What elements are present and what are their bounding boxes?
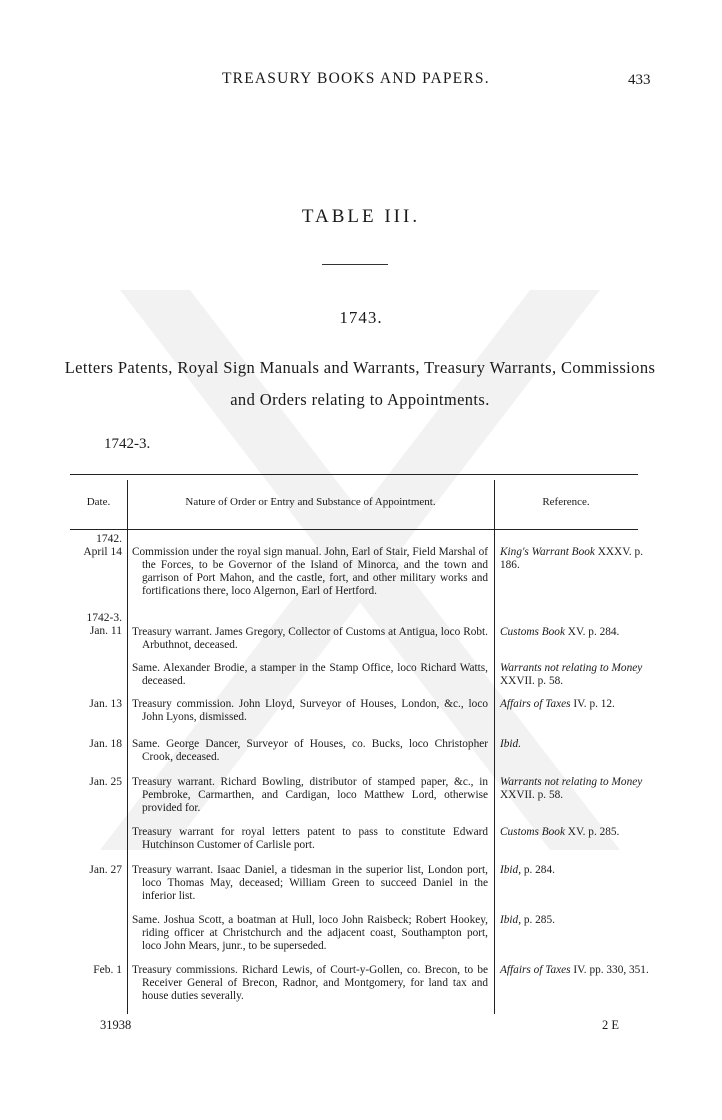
row-entry bbox=[132, 662, 488, 688]
ref-source: Affairs of Taxes bbox=[500, 964, 571, 976]
ref-source: Warrants not relating to Money bbox=[500, 662, 643, 674]
entry-text: Treasury commissions. Richard Lewis, of Court-y-Gollen, co. Brecon, to be Receiver General of Brecon, Radnor, and Montgomery, for land tax and house duties severally. bbox=[132, 964, 488, 1002]
header-rule bbox=[70, 529, 638, 530]
entry-text: Treasury warrant. Richard Bowling, distributor of stamped paper, &c., in Pembroke, Carmarthen, and Cardigan, loco Matthew Lord, otherwise provided for. bbox=[132, 776, 488, 814]
gathering-mark: 2 E bbox=[602, 1018, 620, 1032]
table-title: TABLE III. bbox=[301, 206, 421, 227]
row-date: Feb. 1 bbox=[93, 964, 122, 976]
ref-location: p. 285. bbox=[523, 914, 555, 926]
row-entry bbox=[132, 864, 488, 903]
entry-text: Treasury commission. John Lloyd, Surveyor of Houses, London, &c., loco John Lyons, dismissed. bbox=[132, 698, 488, 723]
row-reference bbox=[500, 914, 650, 927]
row-entry bbox=[132, 738, 488, 764]
table-top-rule bbox=[70, 474, 638, 475]
row-entry bbox=[132, 776, 488, 815]
page-number: 433 bbox=[628, 72, 651, 88]
appointments-table bbox=[70, 474, 649, 1014]
ref-location: IV. pp. 330, 351. bbox=[573, 964, 649, 976]
ref-source: Warrants not relating to Money bbox=[500, 776, 643, 788]
ref-source: Ibid, bbox=[500, 914, 522, 926]
row-entry bbox=[132, 626, 488, 652]
row-date: Jan. 13 bbox=[89, 698, 122, 710]
entry-text: Same. Joshua Scott, a boatman at Hull, loco John Raisbeck; Robert Hookey, riding officer at Christchurch and the adjacent coast, Southampton port, loco John Mears, junr., to be superseded. bbox=[132, 914, 488, 952]
row-reference bbox=[500, 776, 650, 802]
ref-location: XXXV. p. 186. bbox=[500, 546, 644, 571]
row-reference bbox=[500, 626, 650, 639]
row-entry bbox=[132, 546, 488, 598]
row-reference bbox=[500, 738, 650, 751]
column-rule-2 bbox=[494, 480, 495, 1014]
year-heading: 1743. bbox=[339, 308, 383, 327]
row-reference bbox=[500, 662, 650, 688]
row-entry bbox=[132, 964, 488, 1003]
ref-source: Customs Book bbox=[500, 826, 565, 838]
col-header-reference: Reference. bbox=[542, 496, 590, 508]
row-date: 1742. April 14 bbox=[83, 533, 122, 558]
ref-location: XV. p. 285. bbox=[567, 826, 620, 838]
ref-location: XV. p. 284. bbox=[567, 626, 620, 638]
row-date: Jan. 25 bbox=[89, 776, 122, 788]
col-header-nature: Nature of Order or Entry and Substance of Appointment. bbox=[185, 496, 436, 508]
section-heading: Letters Patents, Royal Sign Manuals and Warrants, Treasury Warrants, Commissions and Orders relating to Appointments. bbox=[64, 358, 656, 409]
signature-mark: 31938 bbox=[100, 1018, 132, 1032]
row-reference bbox=[500, 964, 650, 977]
col-header-date: Date. bbox=[86, 496, 111, 508]
row-date: 1742-3. Jan. 11 bbox=[86, 612, 122, 637]
ref-source: King's Warrant Book bbox=[500, 546, 595, 558]
entry-text: Treasury warrant for royal letters patent to pass to constitute Edward Hutchinson Customer of Carlisle port. bbox=[132, 826, 488, 851]
row-reference bbox=[500, 864, 650, 877]
ref-location: XXVII. p. 58. bbox=[500, 675, 564, 687]
sub-year: 1742-3. bbox=[104, 436, 151, 452]
column-rule-1 bbox=[127, 480, 128, 1014]
row-reference bbox=[500, 698, 650, 711]
entry-text: Treasury warrant. Isaac Daniel, a tidesman in the superior list, London port, loco Thomas May, deceased; William Green to succeed Daniel in the inferior list. bbox=[132, 864, 488, 902]
entry-text: Same. George Dancer, Surveyor of Houses, co. Bucks, loco Christopher Crook, deceased. bbox=[132, 738, 488, 763]
ref-location: IV. p. 12. bbox=[573, 698, 615, 710]
ref-source: Ibid, bbox=[500, 864, 522, 876]
ref-location: XXVII. p. 58. bbox=[500, 789, 564, 801]
ref-source: Affairs of Taxes bbox=[500, 698, 571, 710]
row-reference bbox=[500, 826, 650, 839]
row-reference bbox=[500, 546, 650, 572]
row-date: Jan. 18 bbox=[89, 738, 122, 750]
ref-source: Customs Book bbox=[500, 626, 565, 638]
row-entry bbox=[132, 914, 488, 953]
entry-text: Commission under the royal sign manual. John, Earl of Stair, Field Marshal of the Forces, to be Governor of the Island of Minorca, and the town and garrison of Port Mahon, and the castle, fort, and other military works and fortifications there, loco Algernon, Earl of Hertford. bbox=[132, 546, 488, 597]
entry-text: Same. Alexander Brodie, a stamper in the Stamp Office, loco Richard Watts, deceased. bbox=[132, 662, 488, 687]
row-entry bbox=[132, 826, 488, 852]
running-title: TREASURY BOOKS AND PAPERS. bbox=[222, 70, 490, 87]
entry-text: Treasury warrant. James Gregory, Collector of Customs at Antigua, loco Robt. Arbuthnot, deceased. bbox=[132, 626, 488, 651]
title-divider bbox=[322, 264, 388, 265]
row-entry bbox=[132, 698, 488, 724]
ref-source: Ibid. bbox=[500, 738, 522, 750]
row-date: Jan. 27 bbox=[89, 864, 122, 876]
ref-location: p. 284. bbox=[523, 864, 555, 876]
